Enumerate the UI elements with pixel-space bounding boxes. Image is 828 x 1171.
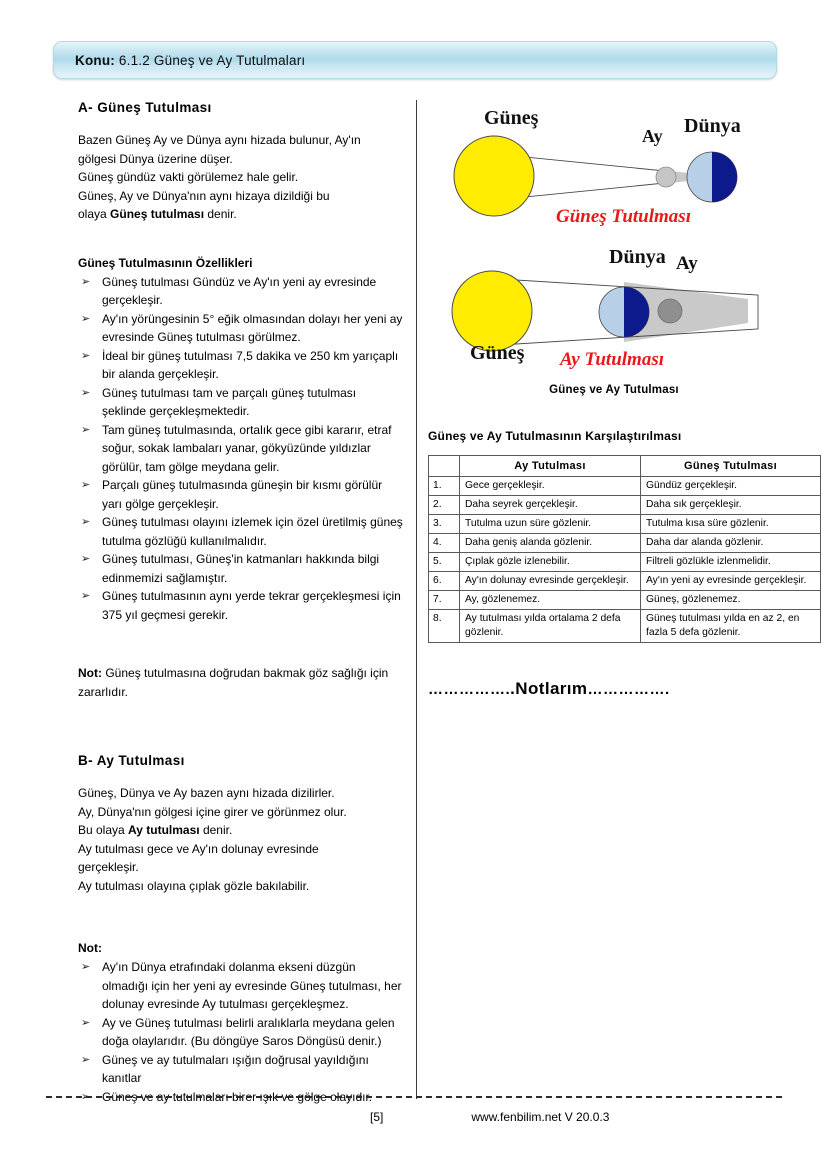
features-title: Güneş Tutulmasının Özellikleri bbox=[78, 255, 253, 270]
row-gunes-cell: Güneş, gözlenemez. bbox=[641, 591, 821, 610]
intro-line-5-pre: olaya bbox=[78, 207, 111, 221]
list-item bbox=[78, 1051, 403, 1088]
table-row bbox=[429, 591, 821, 610]
comparison-table bbox=[428, 455, 821, 643]
table-header-ay: Ay Tutulması bbox=[460, 456, 641, 477]
table-row bbox=[429, 515, 821, 534]
features-list bbox=[78, 273, 403, 625]
row-number: 2. bbox=[429, 496, 460, 515]
arrow-bullet-icon: ➢ bbox=[81, 1053, 91, 1066]
table-header-gunes: Güneş Tutulması bbox=[641, 456, 821, 477]
row-number: 4. bbox=[429, 534, 460, 553]
arrow-bullet-icon: ➢ bbox=[81, 516, 91, 528]
list-item bbox=[78, 513, 403, 550]
table-row bbox=[429, 553, 821, 572]
list-item bbox=[78, 476, 403, 513]
notlarim-left-dots: ……………. bbox=[428, 681, 511, 698]
row-gunes-cell: Güneş tutulması yılda en az 2, en fazla 5 defa gözlenir. bbox=[641, 610, 821, 643]
list-item bbox=[78, 384, 403, 421]
topic-label: Konu: bbox=[75, 52, 115, 68]
b-line-3-bold: Ay tutulması bbox=[128, 823, 200, 837]
row-number: 5. bbox=[429, 553, 460, 572]
b-line-4: Ay tutulması gece ve Ay'ın dolunay evresinde bbox=[78, 841, 319, 856]
row-gunes-cell: Tutulma kısa süre gözlenir. bbox=[641, 515, 821, 534]
table-body bbox=[429, 477, 821, 643]
row-ay-cell: Çıplak gözle izlenebilir. bbox=[460, 553, 641, 572]
solar-eclipse-svg bbox=[428, 100, 800, 232]
left-column bbox=[78, 100, 403, 1106]
b-line-5: gerçekleşir. bbox=[78, 860, 139, 874]
table-header-row bbox=[429, 456, 821, 477]
list-item-text: Güneş tutulması Gündüz ve Ay'ın yeni ay evresinde gerçekleşir. bbox=[102, 274, 377, 307]
notlarim-heading bbox=[428, 679, 800, 699]
list-item bbox=[78, 273, 403, 310]
row-gunes-cell: Ay'ın yeni ay evresinde gerçekleşir. bbox=[641, 572, 821, 591]
list-item-text: Ay'ın Dünya etrafındaki dolanma ekseni düzgün olmadığı için her yeni ay evresinde Güneş tutulması, her dolunay evresinde Ay tutulması gerçekleşmez. bbox=[102, 960, 402, 1011]
earth-label: Dünya bbox=[684, 115, 741, 137]
topic-header-banner bbox=[53, 41, 777, 79]
row-gunes-cell: Filtreli gözlükle izlenmelidir. bbox=[641, 553, 821, 572]
list-item bbox=[78, 958, 403, 1014]
table-row bbox=[429, 572, 821, 591]
footer-site-version: www.fenbilim.net V 20.0.3 bbox=[471, 1110, 610, 1124]
row-ay-cell: Daha seyrek gerçekleşir. bbox=[460, 496, 641, 515]
sun-label: Güneş bbox=[470, 342, 525, 364]
table-row bbox=[429, 534, 821, 553]
row-number: 6. bbox=[429, 572, 460, 591]
footer-divider bbox=[46, 1096, 782, 1098]
row-ay-cell: Daha geniş alanda gözlenir. bbox=[460, 534, 641, 553]
notes-list bbox=[78, 958, 403, 1106]
note-1-label: Not: bbox=[78, 666, 102, 680]
b-line-1: Güneş, Dünya ve Ay bazen aynı hizada dizilirler. bbox=[78, 786, 335, 800]
table-row bbox=[429, 610, 821, 643]
earth-label: Dünya bbox=[609, 246, 666, 268]
note-2-label: Not: bbox=[78, 941, 102, 955]
diagram-2-title: Ay Tutulması bbox=[560, 349, 664, 370]
b-line-2: Ay, Dünya'nın gölgesi içine girer ve görünmez olur. bbox=[78, 804, 347, 819]
row-gunes-cell: Daha dar alanda gözlenir. bbox=[641, 534, 821, 553]
notlarim-right-dots: ……………. bbox=[587, 681, 670, 698]
page-number: [5] bbox=[370, 1110, 384, 1124]
section-a-title: A- Güneş Tutulması bbox=[78, 100, 212, 115]
intro-line-3: Güneş gündüz vakti görülemez hale gelir. bbox=[78, 170, 299, 184]
arrow-bullet-icon: ➢ bbox=[81, 1016, 91, 1029]
list-item-text: Parçalı güneş tutulmasında güneşin bir kısmı görülür yarı gölge gerçekleşir. bbox=[102, 478, 383, 511]
row-number: 1. bbox=[429, 477, 460, 496]
list-item bbox=[78, 1014, 403, 1051]
table-head bbox=[429, 456, 821, 477]
row-ay-cell: Ay tutulması yılda ortalama 2 defa gözlenir. bbox=[460, 610, 641, 643]
arrow-bullet-icon: ➢ bbox=[81, 1090, 91, 1103]
notlarim-text: .Notlarım bbox=[510, 679, 588, 698]
row-ay-cell: Tutulma uzun süre gözlenir. bbox=[460, 515, 641, 534]
section-b-intro bbox=[78, 784, 403, 895]
list-item bbox=[78, 587, 403, 624]
moon-label: Ay bbox=[676, 253, 698, 274]
right-column bbox=[428, 100, 807, 699]
arrow-bullet-icon: ➢ bbox=[81, 349, 91, 362]
arrow-bullet-icon: ➢ bbox=[81, 386, 91, 399]
arrow-bullet-icon: ➢ bbox=[81, 423, 91, 436]
row-ay-cell: Ay, gözlenemez. bbox=[460, 591, 641, 610]
b-line-3-post: denir. bbox=[199, 823, 233, 837]
sun-label: Güneş bbox=[484, 107, 539, 129]
arrow-bullet-icon: ➢ bbox=[81, 553, 91, 565]
moon-label: Ay bbox=[642, 126, 663, 146]
solar-eclipse-diagram bbox=[428, 100, 800, 237]
list-item-text: Güneş ve ay tutulmaları birer ışık ve gölge olayıdır. bbox=[102, 1089, 373, 1104]
table-row bbox=[429, 477, 821, 496]
row-number: 8. bbox=[429, 610, 460, 643]
list-item bbox=[78, 347, 403, 384]
footer bbox=[46, 1110, 782, 1124]
list-item bbox=[78, 421, 403, 477]
row-number: 7. bbox=[429, 591, 460, 610]
figure-caption: Güneş ve Ay Tutulması bbox=[549, 384, 679, 396]
table-row bbox=[429, 496, 821, 515]
arrow-bullet-icon: ➢ bbox=[81, 275, 91, 288]
table-header-index bbox=[429, 456, 460, 477]
arrow-bullet-icon: ➢ bbox=[81, 479, 91, 491]
list-item-text: Güneş ve ay tutulmaları ışığın doğrusal yayıldığını kanıtlar bbox=[102, 1052, 369, 1085]
note-1 bbox=[78, 664, 403, 701]
arrow-bullet-icon: ➢ bbox=[81, 961, 91, 973]
intro-line-2: gölgesi Dünya üzerine düşer. bbox=[78, 151, 233, 166]
list-item-text: Ay ve Güneş tutulması belirli aralıklarla meydana gelen doğa olaylarıdır. (Bu döngüye Saros Döngüsü denir.) bbox=[102, 1015, 395, 1048]
comparison-table-title: Güneş ve Ay Tutulmasının Karşılaştırılması bbox=[428, 429, 682, 443]
section-b-title: B- Ay Tutulması bbox=[78, 753, 185, 768]
column-divider bbox=[416, 100, 417, 1099]
topic-header-text bbox=[54, 53, 305, 68]
list-item bbox=[78, 550, 403, 587]
intro-line-1: Bazen Güneş Ay ve Dünya aynı hizada bulunur, Ay'ın bbox=[78, 133, 361, 147]
list-item-text: Ay'ın yörüngesinin 5° eğik olmasından dolayı her yeni ay evresinde Güneş tutulması görülmez. bbox=[102, 311, 403, 344]
lunar-eclipse-svg bbox=[428, 237, 800, 377]
arrow-bullet-icon: ➢ bbox=[81, 590, 91, 602]
topic-title: 6.1.2 Güneş ve Ay Tutulmaları bbox=[114, 52, 306, 68]
intro-line-5-bold: Güneş tutulması bbox=[110, 207, 205, 221]
list-item-text: Tam güneş tutulmasında, ortalık gece gibi kararır, etraf soğur, sokak lambaları yanar, gökyüzünde yıldızlar görülür, tam gölge meydana gelir. bbox=[102, 422, 392, 474]
note-1-text: Güneş tutulmasına doğrudan bakmak göz sağlığı için zararlıdır. bbox=[78, 666, 389, 699]
list-item-text: Güneş tutulması tam ve parçalı güneş tutulması şeklinde gerçekleşmektedir. bbox=[102, 385, 357, 418]
lunar-eclipse-diagram bbox=[428, 237, 800, 382]
list-item-text: Güneş tutulması olayını izlemek için özel üretilmiş güneş tutulma gözlüğü kullanılmalıdır. bbox=[102, 515, 403, 548]
diagram-1-title: Güneş Tutulması bbox=[556, 206, 691, 227]
list-item-text: Güneş tutulmasının aynı yerde tekrar gerçekleşmesi için 375 yıl geçmesi gerekir. bbox=[102, 589, 401, 622]
intro-line-4: Güneş, Ay ve Dünya'nın aynı hizaya dizildiği bu bbox=[78, 188, 330, 203]
list-item bbox=[78, 310, 403, 347]
b-line-3-pre: Bu olaya bbox=[78, 823, 129, 837]
list-item-text: Güneş tutulması, Güneş'in katmanları hakkında bilgi edinmemizi sağlamıştır. bbox=[102, 552, 380, 585]
row-ay-cell: Ay'ın dolunay evresinde gerçekleşir. bbox=[460, 572, 641, 591]
intro-line-5-post: denir. bbox=[204, 207, 237, 221]
b-line-6: Ay tutulması olayına çıplak gözle bakılabilir. bbox=[78, 878, 310, 893]
section-a-intro bbox=[78, 131, 403, 224]
row-gunes-cell: Daha sık gerçekleşir. bbox=[641, 496, 821, 515]
row-ay-cell: Gece gerçekleşir. bbox=[460, 477, 641, 496]
row-gunes-cell: Gündüz gerçekleşir. bbox=[641, 477, 821, 496]
row-number: 3. bbox=[429, 515, 460, 534]
list-item-text: İdeal bir güneş tutulması 7,5 dakika ve 250 km yarıçaplı bir alanda gerçekleşir. bbox=[102, 348, 399, 381]
arrow-bullet-icon: ➢ bbox=[81, 312, 91, 325]
